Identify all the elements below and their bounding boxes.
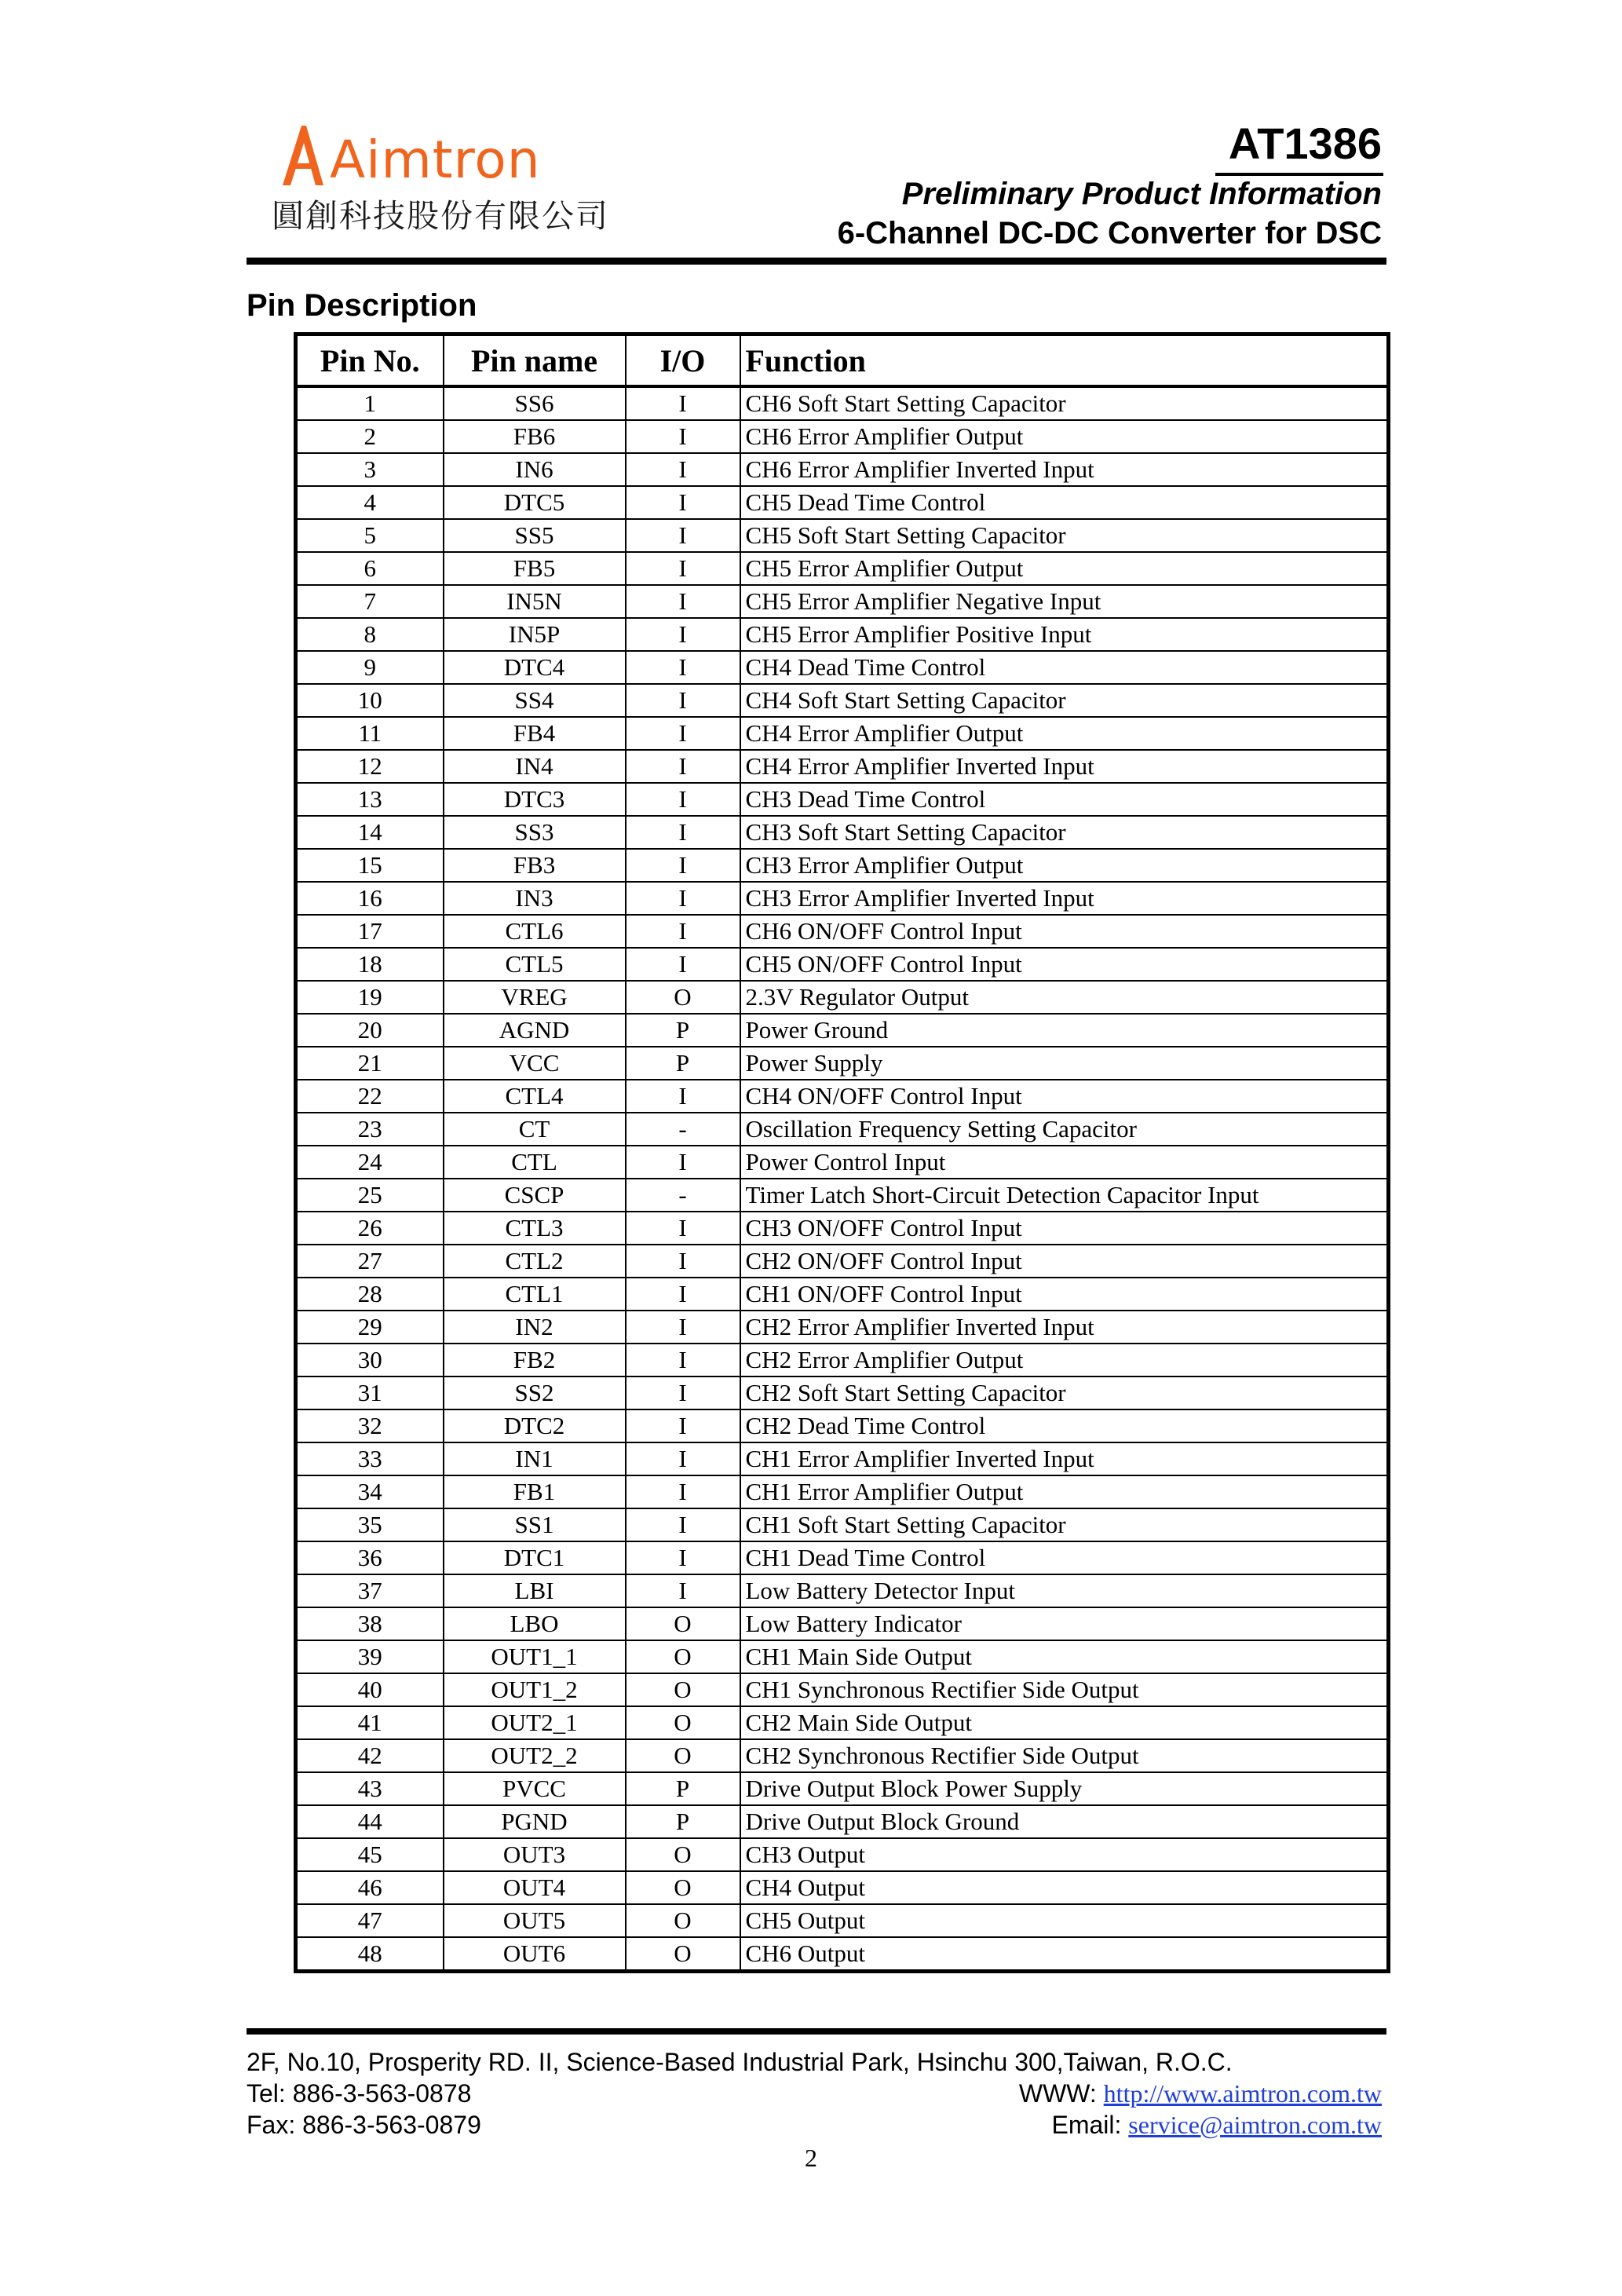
pin-io-cell: O	[626, 1838, 740, 1871]
pin-name-cell: SS2	[444, 1377, 626, 1409]
pin-name-cell: LBI	[444, 1574, 626, 1607]
pin-name-cell: DTC5	[444, 486, 626, 519]
pin-number-cell: 44	[296, 1805, 444, 1838]
pin-number-cell: 2	[296, 420, 444, 453]
pin-function-cell: CH4 Soft Start Setting Capacitor	[740, 684, 1389, 717]
pin-name-cell: FB3	[444, 849, 626, 882]
pin-name-cell: IN6	[444, 453, 626, 486]
pin-function-cell: CH5 Output	[740, 1904, 1389, 1937]
pin-io-cell: I	[626, 849, 740, 882]
pin-function-cell: CH1 Error Amplifier Inverted Input	[740, 1442, 1389, 1475]
pin-io-cell: -	[626, 1113, 740, 1146]
pin-function-cell: CH6 Error Amplifier Output	[740, 420, 1389, 453]
pin-function-cell: CH1 Dead Time Control	[740, 1541, 1389, 1574]
pin-number-cell: 45	[296, 1838, 444, 1871]
pin-io-cell: O	[626, 1607, 740, 1640]
pin-function-cell: CH4 Error Amplifier Inverted Input	[740, 750, 1389, 783]
pin-io-cell: I	[626, 750, 740, 783]
pin-function-cell: CH2 Main Side Output	[740, 1706, 1389, 1739]
pin-io-cell: I	[626, 486, 740, 519]
pin-number-cell: 27	[296, 1245, 444, 1278]
pin-name-cell: CTL3	[444, 1212, 626, 1245]
pin-number-cell: 22	[296, 1080, 444, 1113]
table-row	[296, 1574, 1389, 1607]
table-row	[296, 1805, 1389, 1838]
website-link[interactable]: http://www.aimtron.com.tw	[1103, 2079, 1382, 2108]
pin-name-cell: AGND	[444, 1014, 626, 1047]
pin-io-cell: I	[626, 915, 740, 948]
pin-io-cell: I	[626, 1574, 740, 1607]
pin-function-cell: CH6 Soft Start Setting Capacitor	[740, 386, 1389, 420]
pin-number-cell: 5	[296, 519, 444, 552]
table-row	[296, 816, 1389, 849]
pin-function-cell: CH3 Error Amplifier Inverted Input	[740, 882, 1389, 915]
pin-name-cell: SS4	[444, 684, 626, 717]
pin-name-cell: FB1	[444, 1475, 626, 1508]
pin-io-cell: I	[626, 585, 740, 618]
pin-function-cell: CH3 Output	[740, 1838, 1389, 1871]
pin-io-cell: I	[626, 420, 740, 453]
pin-io-cell: I	[626, 684, 740, 717]
pin-io-cell: O	[626, 1739, 740, 1772]
table-row	[296, 849, 1389, 882]
table-row	[296, 915, 1389, 948]
pin-function-cell: CH6 Error Amplifier Inverted Input	[740, 453, 1389, 486]
table-row	[296, 1212, 1389, 1245]
table-row	[296, 1080, 1389, 1113]
pin-function-cell: CH2 Synchronous Rectifier Side Output	[740, 1739, 1389, 1772]
pin-number-cell: 47	[296, 1904, 444, 1937]
pin-name-cell: SS5	[444, 519, 626, 552]
pin-number-cell: 35	[296, 1508, 444, 1541]
pin-name-cell: CTL2	[444, 1245, 626, 1278]
pin-name-cell: DTC2	[444, 1409, 626, 1442]
pin-name-cell: IN1	[444, 1442, 626, 1475]
pin-name-cell: OUT1_2	[444, 1673, 626, 1706]
table-row	[296, 783, 1389, 816]
email-label: Email:	[1051, 2111, 1129, 2139]
company-chinese-name: 圓創科技股份有限公司	[272, 197, 609, 235]
table-row	[296, 1772, 1389, 1805]
pin-function-cell: CH2 Error Amplifier Output	[740, 1344, 1389, 1377]
pin-number-cell: 28	[296, 1278, 444, 1311]
pin-name-cell: FB4	[444, 717, 626, 750]
pin-io-cell: I	[626, 1245, 740, 1278]
pin-name-cell: OUT2_2	[444, 1739, 626, 1772]
pin-number-cell: 7	[296, 585, 444, 618]
pin-io-cell: I	[626, 519, 740, 552]
table-row	[296, 1344, 1389, 1377]
table-row	[296, 1739, 1389, 1772]
pin-function-cell: Power Supply	[740, 1047, 1389, 1080]
pin-function-cell: CH5 Dead Time Control	[740, 486, 1389, 519]
document-status: Preliminary Product Information	[901, 177, 1382, 211]
pin-function-cell: CH5 Error Amplifier Negative Input	[740, 585, 1389, 618]
pin-name-cell: CTL1	[444, 1278, 626, 1311]
aimtron-a-mark-icon	[278, 119, 328, 190]
pin-name-cell: OUT2_1	[444, 1706, 626, 1739]
pin-name-cell: VCC	[444, 1047, 626, 1080]
table-row	[296, 1640, 1389, 1673]
pin-number-cell: 6	[296, 552, 444, 585]
email-link[interactable]: service@aimtron.com.tw	[1128, 2111, 1382, 2139]
table-row	[296, 585, 1389, 618]
table-header-row	[296, 335, 1389, 387]
pin-function-cell: Oscillation Frequency Setting Capacitor	[740, 1113, 1389, 1146]
pin-io-cell: I	[626, 1442, 740, 1475]
table-row	[296, 1673, 1389, 1706]
pin-io-cell: I	[626, 453, 740, 486]
pin-name-cell: CTL6	[444, 915, 626, 948]
pin-io-cell: I	[626, 552, 740, 585]
pin-function-cell: CH2 Error Amplifier Inverted Input	[740, 1311, 1389, 1344]
table-row	[296, 519, 1389, 552]
table-row	[296, 1278, 1389, 1311]
pin-name-cell: DTC1	[444, 1541, 626, 1574]
table-row	[296, 651, 1389, 684]
pin-io-cell: -	[626, 1179, 740, 1212]
pin-function-cell: CH4 Dead Time Control	[740, 651, 1389, 684]
pin-io-cell: I	[626, 1508, 740, 1541]
pin-number-cell: 30	[296, 1344, 444, 1377]
table-row	[296, 1377, 1389, 1409]
pin-io-cell: I	[626, 1541, 740, 1574]
pin-name-cell: DTC3	[444, 783, 626, 816]
pin-name-cell: IN3	[444, 882, 626, 915]
logo-wordmark: Aimtron	[330, 130, 541, 190]
table-body	[296, 386, 1389, 1972]
pin-io-cell: I	[626, 882, 740, 915]
pin-name-cell: IN5P	[444, 618, 626, 651]
pin-number-cell: 11	[296, 717, 444, 750]
pin-io-cell: O	[626, 1904, 740, 1937]
pin-io-cell: I	[626, 1409, 740, 1442]
pin-function-cell: CH1 Soft Start Setting Capacitor	[740, 1508, 1389, 1541]
pin-number-cell: 34	[296, 1475, 444, 1508]
table-row	[296, 1904, 1389, 1937]
pin-io-cell: O	[626, 1871, 740, 1904]
pin-number-cell: 18	[296, 948, 444, 981]
pin-function-cell: CH4 ON/OFF Control Input	[740, 1080, 1389, 1113]
pin-number-cell: 13	[296, 783, 444, 816]
table-row	[296, 1245, 1389, 1278]
table-row	[296, 1442, 1389, 1475]
table-row	[296, 948, 1389, 981]
section-title: Pin Description	[247, 288, 477, 323]
pin-number-cell: 29	[296, 1311, 444, 1344]
table-row	[296, 1541, 1389, 1574]
pin-io-cell: I	[626, 1212, 740, 1245]
pin-name-cell: CT	[444, 1113, 626, 1146]
page-number: 2	[805, 2144, 817, 2172]
pin-function-cell: CH1 Error Amplifier Output	[740, 1475, 1389, 1508]
pin-name-cell: IN2	[444, 1311, 626, 1344]
table-row	[296, 981, 1389, 1014]
pin-number-cell: 15	[296, 849, 444, 882]
pin-number-cell: 9	[296, 651, 444, 684]
table-row	[296, 1838, 1389, 1871]
table-row	[296, 717, 1389, 750]
pin-number-cell: 37	[296, 1574, 444, 1607]
pin-io-cell: I	[626, 1475, 740, 1508]
pin-io-cell: O	[626, 1673, 740, 1706]
pin-function-cell: Drive Output Block Power Supply	[740, 1772, 1389, 1805]
pin-number-cell: 46	[296, 1871, 444, 1904]
table-row	[296, 486, 1389, 519]
pin-function-cell: CH1 Main Side Output	[740, 1640, 1389, 1673]
pin-function-cell: CH4 Output	[740, 1871, 1389, 1904]
table-row	[296, 1047, 1389, 1080]
header-divider	[247, 258, 1386, 265]
pin-number-cell: 39	[296, 1640, 444, 1673]
pin-io-cell: I	[626, 948, 740, 981]
pin-number-cell: 42	[296, 1739, 444, 1772]
pin-function-cell: Power Ground	[740, 1014, 1389, 1047]
header-function: Function	[740, 335, 1389, 387]
pin-number-cell: 43	[296, 1772, 444, 1805]
table-row	[296, 1113, 1389, 1146]
table-row	[296, 1706, 1389, 1739]
pin-function-cell: CH5 Error Amplifier Positive Input	[740, 618, 1389, 651]
pin-name-cell: DTC4	[444, 651, 626, 684]
pin-name-cell: VREG	[444, 981, 626, 1014]
table-row	[296, 1014, 1389, 1047]
table-row	[296, 1937, 1389, 1972]
pin-io-cell: P	[626, 1805, 740, 1838]
pin-function-cell: CH2 Dead Time Control	[740, 1409, 1389, 1442]
pin-number-cell: 25	[296, 1179, 444, 1212]
header-io: I/O	[626, 335, 740, 387]
pin-number-cell: 20	[296, 1014, 444, 1047]
pin-number-cell: 16	[296, 882, 444, 915]
pin-io-cell: I	[626, 816, 740, 849]
pin-name-cell: IN5N	[444, 585, 626, 618]
pin-name-cell: FB5	[444, 552, 626, 585]
table-row	[296, 1871, 1389, 1904]
pin-number-cell: 10	[296, 684, 444, 717]
pin-io-cell: I	[626, 386, 740, 420]
pin-number-cell: 19	[296, 981, 444, 1014]
document-id: AT1386	[1228, 119, 1382, 168]
pin-function-cell: CH3 Dead Time Control	[740, 783, 1389, 816]
pin-number-cell: 33	[296, 1442, 444, 1475]
table-row	[296, 1508, 1389, 1541]
table-row	[296, 1475, 1389, 1508]
pin-name-cell: OUT3	[444, 1838, 626, 1871]
pin-name-cell: SS3	[444, 816, 626, 849]
email-line	[1052, 2109, 1383, 2141]
table-row	[296, 1409, 1389, 1442]
pin-name-cell: IN4	[444, 750, 626, 783]
pin-io-cell: I	[626, 1080, 740, 1113]
pin-number-cell: 32	[296, 1409, 444, 1442]
pin-io-cell: I	[626, 1278, 740, 1311]
header-pin-name: Pin name	[444, 335, 626, 387]
pin-io-cell: I	[626, 651, 740, 684]
pin-function-cell: CH5 Error Amplifier Output	[740, 552, 1389, 585]
pin-number-cell: 48	[296, 1937, 444, 1972]
pin-name-cell: SS1	[444, 1508, 626, 1541]
table-row	[296, 882, 1389, 915]
table-row	[296, 453, 1389, 486]
pin-number-cell: 24	[296, 1146, 444, 1179]
pin-function-cell: CH6 ON/OFF Control Input	[740, 915, 1389, 948]
website-label: WWW:	[1018, 2079, 1104, 2108]
pin-function-cell: Drive Output Block Ground	[740, 1805, 1389, 1838]
table-row	[296, 386, 1389, 420]
pin-name-cell: CTL	[444, 1146, 626, 1179]
website-line	[1019, 2078, 1382, 2109]
table-row	[296, 618, 1389, 651]
pin-number-cell: 12	[296, 750, 444, 783]
pin-function-cell: CH5 ON/OFF Control Input	[740, 948, 1389, 981]
pin-io-cell: I	[626, 1146, 740, 1179]
pin-function-cell: CH1 ON/OFF Control Input	[740, 1278, 1389, 1311]
pin-number-cell: 23	[296, 1113, 444, 1146]
pin-name-cell: OUT6	[444, 1937, 626, 1972]
table-row	[296, 750, 1389, 783]
table-row	[296, 1607, 1389, 1640]
fax: Fax: 886-3-563-0879	[247, 2111, 481, 2139]
pin-function-cell: Low Battery Detector Input	[740, 1574, 1389, 1607]
footer-divider	[247, 2028, 1386, 2035]
pin-io-cell: P	[626, 1014, 740, 1047]
pin-function-cell: 2.3V Regulator Output	[740, 981, 1389, 1014]
pin-name-cell: CTL4	[444, 1080, 626, 1113]
pin-number-cell: 4	[296, 486, 444, 519]
document-subtitle: 6-Channel DC-DC Converter for DSC	[837, 216, 1382, 250]
pin-name-cell: LBO	[444, 1607, 626, 1640]
table-row	[296, 420, 1389, 453]
pin-number-cell: 31	[296, 1377, 444, 1409]
pin-name-cell: SS6	[444, 386, 626, 420]
pin-function-cell: CH3 Soft Start Setting Capacitor	[740, 816, 1389, 849]
pin-name-cell: PGND	[444, 1805, 626, 1838]
pin-name-cell: CTL5	[444, 948, 626, 981]
pin-io-cell: P	[626, 1047, 740, 1080]
pin-function-cell: Timer Latch Short-Circuit Detection Capacitor Input	[740, 1179, 1389, 1212]
table-row	[296, 1311, 1389, 1344]
pin-function-cell: CH6 Output	[745, 1940, 865, 1967]
table-row	[296, 1179, 1389, 1212]
pin-function-cell: Low Battery Indicator	[740, 1607, 1389, 1640]
pin-io-cell: I	[626, 618, 740, 651]
pin-name-cell: OUT4	[444, 1871, 626, 1904]
pin-function-cell: CH5 Soft Start Setting Capacitor	[740, 519, 1389, 552]
telephone: Tel: 886-3-563-0878	[247, 2079, 472, 2108]
pin-function-cell: Power Control Input	[740, 1146, 1389, 1179]
pin-number-cell: 41	[296, 1706, 444, 1739]
pin-function-cell: CH3 Error Amplifier Output	[740, 849, 1389, 882]
pin-name-cell: PVCC	[444, 1772, 626, 1805]
pin-io-cell: O	[626, 1640, 740, 1673]
pin-number-cell: 14	[296, 816, 444, 849]
pin-number-cell: 1	[296, 386, 444, 420]
pin-function-cell: CH4 Error Amplifier Output	[740, 717, 1389, 750]
pin-io-cell: I	[626, 717, 740, 750]
pin-description-table	[294, 332, 1390, 1973]
pin-number-cell: 26	[296, 1212, 444, 1245]
pin-function-cell: CH2 ON/OFF Control Input	[740, 1245, 1389, 1278]
pin-name-cell: FB2	[444, 1344, 626, 1377]
pin-io-cell: O	[626, 1937, 740, 1972]
pin-io-cell: I	[626, 1377, 740, 1409]
pin-number-cell: 17	[296, 915, 444, 948]
header-pin-no: Pin No.	[296, 335, 444, 387]
pin-io-cell: O	[626, 1706, 740, 1739]
pin-name-cell: OUT1_1	[444, 1640, 626, 1673]
pin-name-cell: OUT5	[444, 1904, 626, 1937]
pin-name-cell: CSCP	[444, 1179, 626, 1212]
pin-number-cell: 8	[296, 618, 444, 651]
pin-io-cell: I	[626, 783, 740, 816]
pin-function-cell: CH1 Synchronous Rectifier Side Output	[740, 1673, 1389, 1706]
pin-number-cell: 21	[296, 1047, 444, 1080]
pin-number-cell: 38	[296, 1607, 444, 1640]
table-row	[296, 552, 1389, 585]
pin-number-cell: 3	[296, 453, 444, 486]
pin-io-cell: I	[626, 1344, 740, 1377]
company-logo	[278, 119, 541, 202]
pin-number-cell: 40	[296, 1673, 444, 1706]
pin-io-cell: I	[626, 1311, 740, 1344]
pin-io-cell: O	[626, 981, 740, 1014]
table-row	[296, 1146, 1389, 1179]
company-address: 2F, No.10, Prosperity RD. II, Science-Based Industrial Park, Hsinchu 300,Taiwan, R.O.C.	[247, 2048, 1233, 2076]
pin-function-cell: CH2 Soft Start Setting Capacitor	[740, 1377, 1389, 1409]
pin-name-cell: FB6	[444, 420, 626, 453]
pin-io-cell: P	[626, 1772, 740, 1805]
pin-number-cell: 36	[296, 1541, 444, 1574]
pin-function-cell: CH3 ON/OFF Control Input	[740, 1212, 1389, 1245]
table-row	[296, 684, 1389, 717]
